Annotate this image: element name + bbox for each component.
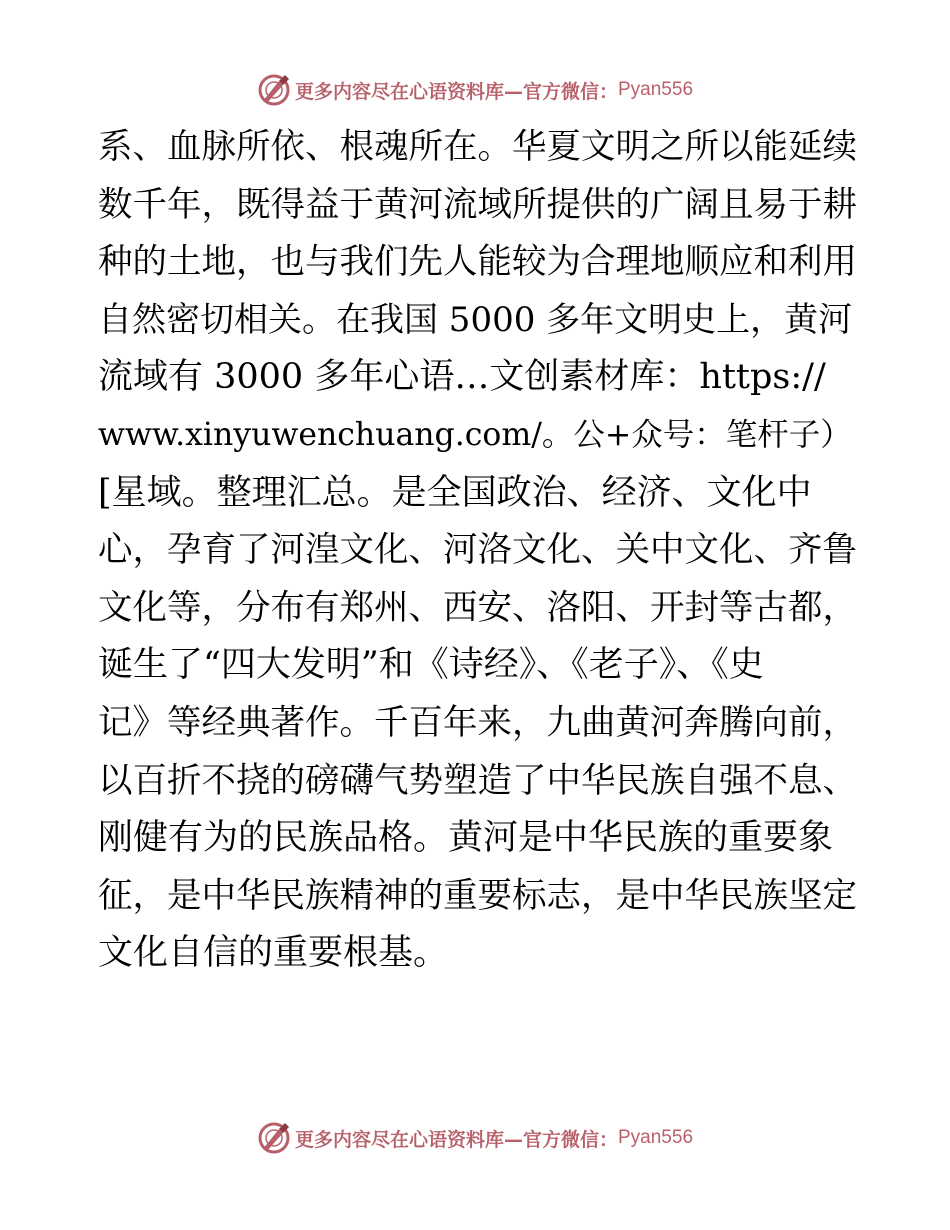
header-watermark	[0, 70, 950, 110]
body-line: 流域有 3000 多年心语…文创素材库：https://	[98, 357, 826, 398]
body-line: 自然密切相关。在我国 5000 多年文明史上，黄河	[98, 299, 853, 340]
body-line: 系、血脉所依、根魂所在。华夏文明之所以能延续	[98, 127, 857, 167]
header-account-id: Pyan556	[618, 79, 694, 100]
footer-account-id: Pyan556	[618, 1127, 694, 1148]
body-line: 数千年，既得益于黄河流域所提供的广阔且易于耕	[98, 184, 857, 225]
body-line: 心，孕育了河湟文化、河洛文化、关中文化、齐鲁	[98, 530, 857, 571]
footer-brand-text: 更多内容尽在心语资料库—官方微信：	[294, 1128, 618, 1151]
body-line: 刚健有为的民族品格。黄河是中华民族的重要象	[98, 818, 834, 859]
pen-seal-logo-icon	[257, 1121, 291, 1155]
document-body	[98, 119, 858, 983]
body-line: www.xinyuwenchuang.com/。公+众号：笔杆子）	[98, 416, 852, 453]
header-brand-text: 更多内容尽在心语资料库—官方微信：	[294, 80, 618, 103]
body-line: 记》等经典著作。千百年来，九曲黄河奔腾向前，	[98, 702, 857, 743]
body-line: 以百折不挠的磅礴气势塑造了中华民族自强不息、	[98, 760, 857, 801]
pen-seal-logo-icon	[257, 73, 291, 107]
body-line: 文化自信的重要根基。	[98, 933, 449, 974]
footer-watermark	[0, 1118, 950, 1158]
body-line: [星域。整理汇总。是全国政治、经济、文化中	[98, 472, 812, 513]
body-line: 诞生了“四大发明”和《诗经》、《老子》、《史	[98, 645, 764, 686]
body-line: 种的土地，也与我们先人能较为合理地顺应和利用	[98, 242, 857, 283]
body-line: 征，是中华民族精神的重要标志，是中华民族坚定	[98, 875, 857, 916]
body-line: 文化等，分布有郑州、西安、洛阳、开封等古都，	[98, 587, 857, 628]
